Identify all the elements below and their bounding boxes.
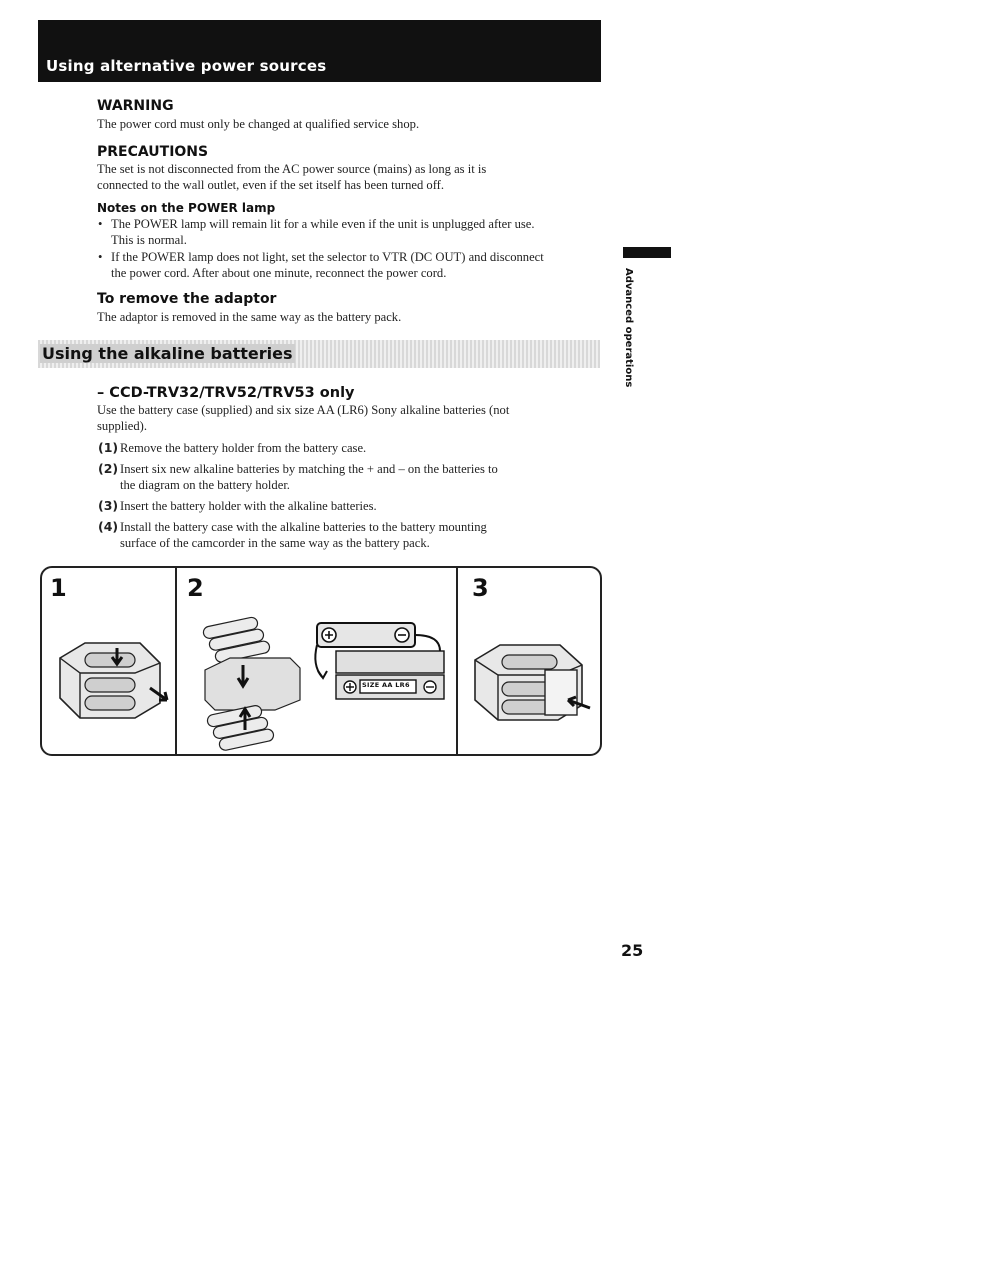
battery-case-illustration-1 (55, 628, 170, 723)
step-item: (4) Install the battery case with the alkaline batteries to the battery mounting surface of the camcorder in the same way as the battery pack. (98, 519, 487, 550)
battery-case-illustration-3 (470, 630, 595, 725)
battery-orientation-diagram (312, 615, 452, 710)
models-heading: – CCD-TRV32/TRV52/TRV53 only (97, 385, 355, 401)
step-item: (2) Insert six new alkaline batteries by matching the + and – on the batteries to the diagram on the battery holder. (98, 461, 498, 492)
page-header-title: Using alternative power sources (46, 57, 327, 75)
remove-adaptor-heading: To remove the adaptor (97, 291, 277, 307)
section-title: Using the alkaline batteries (42, 344, 293, 363)
panel-divider (175, 566, 177, 756)
page-number: 25 (621, 941, 644, 960)
precautions-text: The set is not disconnected from the AC power source (mains) as long as it is connected to the wall outlet, even if the set itself has been turned off. (97, 162, 487, 192)
models-text: Use the battery case (supplied) and six size AA (LR6) Sony alkaline batteries (not supplied). (97, 403, 510, 433)
panel-label-1: 1 (50, 574, 67, 602)
side-tab-marker (623, 247, 671, 258)
remove-adaptor-text: The adaptor is removed in the same way as the battery pack. (97, 310, 402, 324)
step-item: (1) Remove the battery holder from the battery case. (98, 440, 367, 455)
panel-divider (456, 566, 458, 756)
precautions-heading: PRECAUTIONS (97, 144, 209, 160)
notes-heading: Notes on the POWER lamp (97, 201, 276, 215)
panel-label-2: 2 (187, 574, 204, 602)
side-tab-label: Advanced operations (623, 268, 634, 388)
battery-holder-illustration (195, 610, 305, 750)
notes-bullet: • If the POWER lamp does not light, set the selector to VTR (DC OUT) and disconnect the power cord. After about one minute, reconnect the power cord. (98, 250, 544, 280)
warning-text: The power cord must only be changed at qualified service shop. (97, 117, 420, 131)
step-item: (3) Insert the battery holder with the alkaline batteries. (98, 498, 377, 513)
panel-label-3: 3 (472, 574, 489, 602)
notes-bullet: • The POWER lamp will remain lit for a while even if the unit is unplugged after use. This is normal. (98, 217, 535, 247)
warning-heading: WARNING (97, 98, 174, 114)
battery-size-label: SIZE AA LR6 (362, 681, 410, 689)
